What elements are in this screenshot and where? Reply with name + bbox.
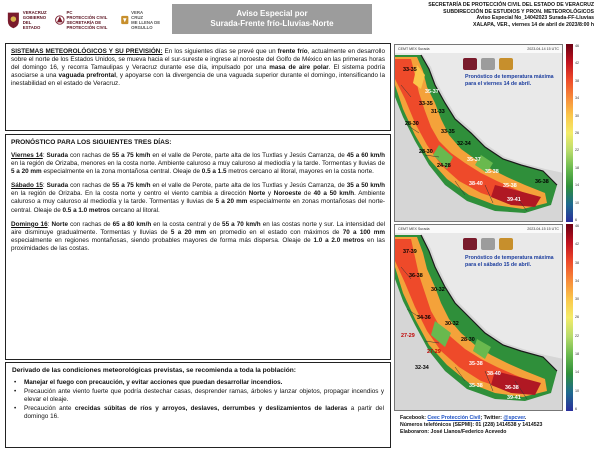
day-label: Sábado 15 [11,182,43,190]
map-label: 33-35 [403,67,417,73]
header-line-3: Aviso Especial No_14042023 Surada-FF-Lluvias [476,15,594,22]
forecast-bold: 55 a 75 km/h [112,182,151,190]
forecast-bold: 70 a 100 mm [342,228,385,236]
list-item [12,379,384,387]
map-logo-icon [481,58,495,70]
day-label: Viernes 14 [11,152,43,159]
map-viernes-topbar [395,45,562,53]
legend-tick: 46 [575,44,580,48]
banner-line-1: Aviso Especial por [236,9,308,18]
forecast-text: en la región de Orizaba. En la costa norte y centro el viento cambia a dirección [11,190,249,198]
legend-tick: 46 [575,224,580,228]
sistemas-heading: SISTEMAS METEOROLÓGICOS Y SU PREVISIÓN: [11,48,163,55]
forecast-bold: 45 a 60 km/h [346,152,386,159]
map-sabado-legend [566,224,595,411]
sistemas-text: , y apoyarse con la divergencia de una vaguada superior durante el domingo, intensificando la inestabilidad en el estado de Veracruz. [11,72,385,88]
map-viernes-caption: Pronóstico de temperatura máxima para el viernes 14 de abril. [465,74,554,87]
forecast-text: y [265,190,274,198]
map-viernes-legend [566,44,595,222]
forecast-bold: 5 a 20 mm [215,198,248,206]
sistemas-bold: frente frío [277,48,308,55]
forecast-text: : [42,182,47,190]
forecast-bold: 5 a 20 mm [11,168,42,176]
legend-tick: 42 [575,242,580,247]
forecast-bold: 0.5 a 1.0 metros [62,206,111,214]
legend-tick: 18 [575,165,580,170]
map-label: 34-36 [417,315,431,321]
map-label: 39-41 [507,197,521,203]
forecast-bold: Surada [46,182,69,190]
sistemas-text: En los siguientes días se prevé que un [162,48,278,55]
map-topbar-right: 2023-04-14 15 UTC [527,47,559,51]
map-label: 35-38 [503,183,517,189]
sistemas-paragraph [11,48,385,88]
legend-tick: 34 [575,96,580,101]
map-topbar-right: 2023-04-15 15 UTC [527,227,559,231]
veracruz-logo-text: VERACRUZ GOBIERNO DEL ESTADO [22,10,47,30]
legend-tick: 30 [575,113,580,118]
map-topbar-left: CEMT MEX Surada [398,47,430,51]
facebook-label: Facebook: [400,415,428,421]
social-line [400,415,596,422]
map-topbar-left: CEMT MEX Surada [398,227,430,231]
forecast-text: en las proximidades de las costas. [11,236,385,252]
recomendacion-bold: crecidas súbitas de ríos y arroyos, deslaves, derrumbes y deslizamientos de laderas [74,405,348,413]
map-label: 37-39 [403,249,417,255]
twitter-link[interactable]: @spcver [503,415,525,421]
legend-tick: 18 [575,352,580,357]
forecast-bold: 55 a 70 km/h [222,220,261,228]
map-label: 30-32 [445,321,459,327]
map-label: 35-37 [467,157,481,163]
recomendacion-text: Precaución ante [24,405,75,413]
legend-tick: 42 [575,61,580,66]
legend-tick: 10 [575,388,580,393]
legend-tick: 22 [575,333,580,338]
legend-tick: 6 [575,406,578,411]
pronostico-box [5,134,391,360]
legend-tick: 26 [575,315,580,320]
legend-tick: 14 [575,370,580,375]
forecast-bold: 65 a 80 km/h [112,220,152,228]
vera-cruz-logo [120,10,162,30]
map-label: 33-35 [441,129,455,135]
pc-logo [55,10,113,30]
map-label: 38-40 [469,181,483,187]
map-label: 39-41 [507,395,521,401]
forecast-viernes [11,152,385,176]
forecast-bold: Norte [51,220,69,228]
map-logo-icon [463,238,477,250]
veracruz-gobierno-logo [6,10,48,30]
forecast-bold: 55 a 75 km/h [112,152,151,159]
recomendacion-text: Precaución ante viento fuerte que podría destechar casas, desprender ramas, árboles y lanzar objetos, propagar incendios y elevar el oleaje. [24,388,384,404]
map-label: 30-32 [431,287,445,293]
map-label: 27-29 [401,333,415,339]
pc-logo-text: PC PROTECCIÓN CIVIL SECRETARÍA DE PROTECCIÓN CIVIL [66,10,108,30]
forecast-bold: 0.5 a 1.5 [201,168,227,176]
map-label: 36-38 [535,179,549,185]
map-label: 27-29 [427,349,441,355]
temperature-map-viernes [394,44,563,222]
legend-tick: 38 [575,78,580,83]
legend-ticks [575,224,579,411]
sistemas-bold: vaguada prefrontal [58,72,116,80]
logo-strip [6,4,162,36]
map-label: 35-38 [485,169,499,175]
social-line-end: . [524,415,527,421]
legend-color-strip [566,44,573,222]
map-label: 35-37 [425,89,439,95]
banner-line-2: Surada-Frente frío-Lluvias-Norte [210,19,334,28]
forecast-text: en el valle de Perote, parte alta de los Tuxtlas y Jesús Carranza, de [150,152,347,159]
legend-tick: 6 [575,217,578,222]
map-label: 31-33 [431,109,445,115]
legend-tick: 34 [575,278,580,283]
map-sabado-logos [463,237,558,251]
legend-tick: 22 [575,148,580,153]
forecast-text: especialmente en regiones montañosas, siendo probables mayores de forma más dispersa. Oleaje de [11,236,314,244]
list-item [12,388,384,404]
legend-tick: 30 [575,297,580,302]
forecast-text: en la región de Orizaba, menores en la costa norte. Ambiente caluroso a muy caluroso al mediodía y la tarde. Tormentas y lluvias de [11,160,385,168]
forecast-text: especialmente en la zona montañosa central. Oleaje de [41,168,202,176]
recomendaciones-heading: Derivado de las condiciones meteorológicas previstas, se recomienda a toda la población: [12,367,296,374]
forecast-sabado [11,182,385,214]
veracruz-shield-icon [6,10,21,30]
map-sabado-topbar [395,225,562,233]
forecast-text: cercano al litoral. [110,206,160,214]
forecast-bold: 35 a 50 km/h [346,182,386,190]
forecast-text: de [301,190,314,198]
vera-cruz-logo-text: VERA CRUZ ME LLENA DE ORGULLO [131,10,161,30]
forecast-text: . Ambiente caluroso a muy caluroso al mediodía y la tarde. Tormentas y lluvias de [11,190,385,206]
legend-tick: 38 [575,260,580,265]
sistemas-text: . El sistema podría asociarse a una [11,64,385,80]
twitter-label: ; Twitter: [480,415,504,421]
map-label: 35-38 [469,361,483,367]
map-label: 33-35 [419,101,433,107]
map-viernes-logos [463,57,558,71]
forecast-text: en promedio en el estado con máximos de [206,228,343,236]
sistemas-bold: masa de aire polar [269,64,329,72]
pronostico-heading: PRONÓSTICO PARA LOS SIGUIENTES TRES DÍAS: [11,139,172,146]
forecast-bold: Norte [248,190,266,198]
vera-cruz-emblem-icon [120,10,130,30]
forecast-bold: Noroeste [273,190,302,198]
forecast-text: en el valle de Perote, parte alta de los Tuxtlas y Jesús Carranza, de [150,182,347,190]
institution-header [386,2,594,28]
map-sabado-caption: Pronóstico de temperatura máxima para el sábado 15 de abril. [465,255,554,268]
legend-tick: 26 [575,130,580,135]
map-logo-icon [481,238,495,250]
forecast-text: en las costas norte y sur. La intensidad del aire disminuye gradualmente. Tormentas y lluvias de [11,220,386,236]
phones-line: Números telefónicos (SEPMI): 01 (228) 1414538 y 1414523 [400,422,543,429]
day-label: Domingo 16 [11,220,48,228]
forecast-text: con rachas de [68,220,113,228]
recomendaciones-list [12,379,384,421]
header-line-1: SECRETARÍA DE PROTECCIÓN CIVIL DEL ESTADO DE VERACRUZ [428,2,594,8]
legend-color-strip [566,224,573,411]
recomendaciones-box [5,362,391,448]
map-label: 36-38 [409,273,423,279]
forecast-text: metros cercano al litoral, mayores en la costa norte. [226,168,374,176]
map-logo-icon [499,238,513,250]
map-label: 36-38 [505,385,519,391]
forecast-text: con rachas de [68,152,113,159]
map-label: 28-30 [405,121,419,127]
map-logo-icon [499,58,513,70]
map-label: 38-40 [487,371,501,377]
legend-tick: 10 [575,200,580,205]
forecast-text: con rachas de [68,182,113,190]
map-viernes-graphic [395,45,563,222]
legend-tick: 14 [575,183,580,188]
map-label: 32-34 [415,365,429,371]
contact-footer [400,415,596,437]
recomendacion-text: a partir del domingo 16. [24,405,384,421]
forecast-domingo [11,221,385,253]
forecast-bold: 5 a 20 mm [170,228,207,236]
sistemas-text: , actualmente en desarrollo sobre el norte de los Estados Unidos, se mueva hacia el sur-sureste e ingrese al noroeste del Golfo de México en las primeras horas del domingo 16, y recorra Tamaulipas y Veracruz durante ese día, impulsado por una [11,48,385,72]
map-logo-icon [463,58,477,70]
header-line-4: XALAPA, VER., viernes 14 de abril de 2023/8:00 h [473,21,594,28]
map-label: 32-34 [457,141,471,147]
facebook-link[interactable]: Ceec Protección Civil [427,415,481,421]
temperature-map-sabado [394,224,563,411]
aviso-banner [172,4,372,34]
legend-ticks [575,44,579,222]
elaboraron-line: Elaboraron: José Llanos/Federico Acevedo [400,429,507,436]
forecast-bold: 1.0 a 2.0 metros [313,236,365,244]
forecast-bold: 40 a 50 km/h [313,190,355,198]
recomendacion-bold: Manejar el fuego con precaución, y evitar acciones que puedan desarrollar incendios. [24,379,283,386]
header-line-2: SUBDIRECCIÓN DE ESTUDIOS Y PRON. METEOROLÓGICOS [443,8,594,15]
forecast-bold: Surada [46,152,69,159]
forecast-text: especialmente en zonas montañosas del norte-central. Oleaje de [11,198,386,214]
map-label: 35-38 [469,383,483,389]
forecast-text: : [42,152,47,159]
map-label: 24-28 [437,163,451,169]
forecast-text: : [47,220,52,228]
pc-emblem-icon [55,10,65,30]
sistemas-box [5,43,391,131]
list-item [12,405,384,421]
map-label: 28-30 [461,337,475,343]
forecast-text: en la costa central y de [151,220,223,228]
map-label: 28-30 [419,149,433,155]
